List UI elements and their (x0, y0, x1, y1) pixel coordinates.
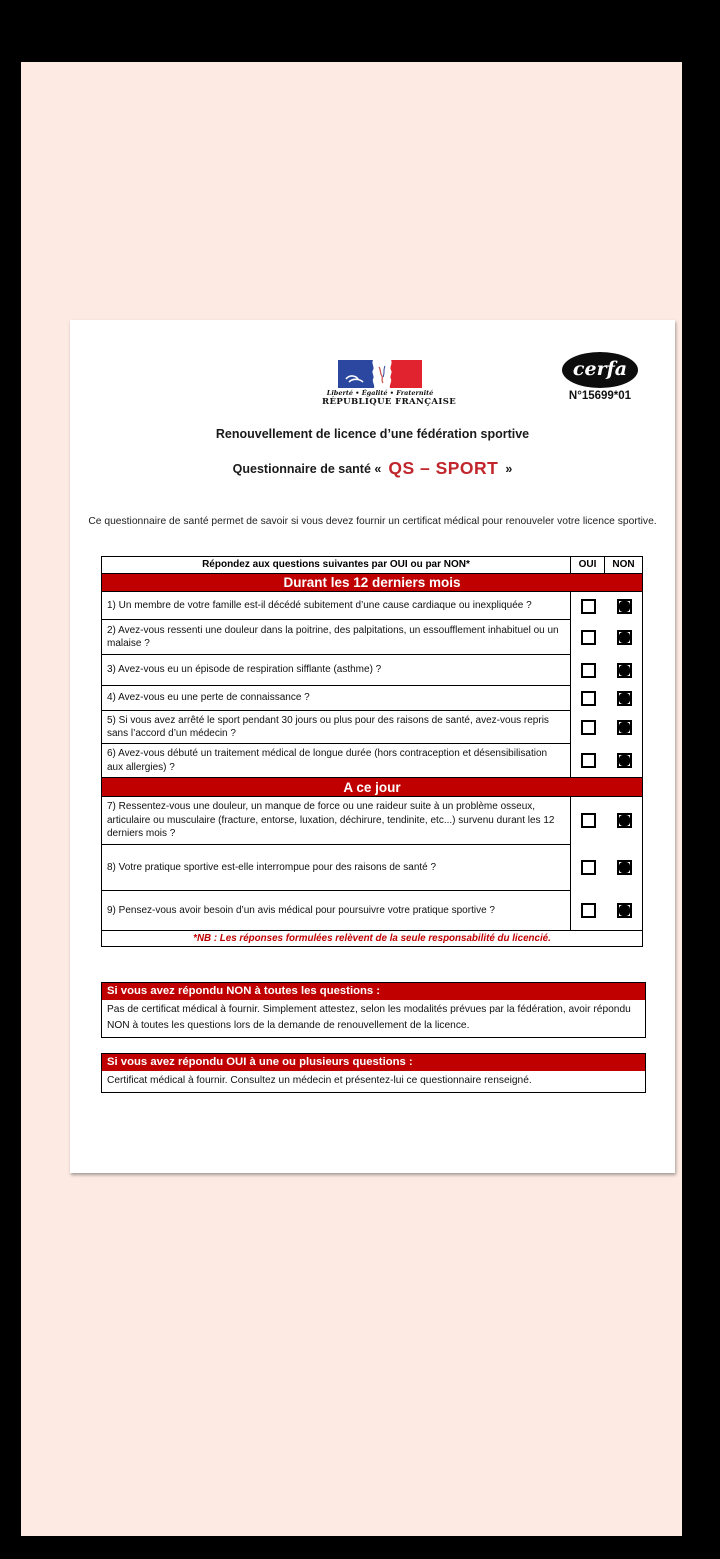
question-row (102, 797, 642, 845)
subtitle-highlight: QS – SPORT (388, 458, 499, 478)
rf-motto: Liberté • Égalité • Fraternité (326, 389, 434, 397)
info-box-oui (101, 1053, 646, 1093)
answer-cell (570, 744, 642, 776)
question-row (102, 620, 642, 655)
question-row (102, 592, 642, 620)
non-checkbox[interactable] (617, 663, 632, 678)
oui-checkbox[interactable] (581, 753, 596, 768)
oui-checkbox[interactable] (581, 630, 596, 645)
section-band-today: A ce jour (102, 777, 642, 797)
rf-name: RÉPUBLIQUE FRANÇAISE (322, 397, 457, 407)
table-header-oui: OUI (571, 557, 605, 573)
oui-checkbox[interactable] (581, 663, 596, 678)
info-box-oui-body: Certificat médical à fournir. Consultez un médecin et présentez-lui ce questionnaire renseigné. (107, 1075, 532, 1086)
oui-checkbox[interactable] (581, 720, 596, 735)
question-text: 6) Avez-vous débuté un traitement médical de longue durée (hors contraception et désensibilisation aux allergies) ? (107, 748, 548, 773)
cerfa-logo (552, 352, 648, 402)
question-text: 9) Pensez-vous avoir besoin d’un avis médical pour poursuivre votre pratique sportive ? (107, 904, 495, 916)
info-box-non-header: Si vous avez répondu NON à toutes les questions : (102, 983, 645, 1000)
oui-checkbox[interactable] (581, 691, 596, 706)
question-text: 1) Un membre de votre famille est-il décédé subitement d’une cause cardiaque ou inexpliquée ? (102, 592, 570, 620)
info-box-non-body: Pas de certificat médical à fournir. Simplement attestez, selon les modalités prévues par la fédération, avoir répondu NON à toutes les questions lors de la demande de renouvellement de la licence. (107, 1004, 631, 1031)
oui-checkbox[interactable] (581, 860, 596, 875)
oui-checkbox[interactable] (581, 813, 596, 828)
cerfa-ellipse-icon (562, 352, 638, 388)
oui-checkbox[interactable] (581, 599, 596, 614)
non-checkbox[interactable] (617, 903, 632, 918)
question-row (102, 845, 642, 891)
question-row (102, 686, 642, 711)
question-row (102, 891, 642, 930)
question-row (102, 655, 642, 686)
non-checkbox[interactable] (617, 599, 632, 614)
question-row (102, 744, 642, 776)
question-text: 3) Avez-vous eu un épisode de respiration sifflante (asthme) ? (102, 655, 570, 686)
question-row (102, 711, 642, 744)
non-checkbox[interactable] (617, 691, 632, 706)
answer-cell (570, 655, 642, 686)
non-checkbox[interactable] (617, 630, 632, 645)
document-title: Renouvellement de licence d’une fédération sportive (215, 427, 530, 441)
oui-checkbox[interactable] (581, 903, 596, 918)
subtitle-prefix: Questionnaire de santé « (232, 461, 382, 476)
questionnaire-table (101, 556, 643, 947)
answer-cell (570, 686, 642, 711)
document-page (70, 320, 675, 1173)
answer-cell (570, 620, 642, 655)
answer-cell (570, 592, 642, 620)
document-subtitle (70, 458, 675, 479)
non-checkbox[interactable] (617, 720, 632, 735)
intro-text: Ce questionnaire de santé permet de savoir si vous devez fournir un certificat médical pour renouveler votre licence sportive. (88, 516, 657, 527)
non-checkbox[interactable] (617, 860, 632, 875)
answer-cell (570, 797, 642, 845)
table-footnote: *NB : Les réponses formulées relèvent de la seule responsabilité du licencié. (102, 930, 642, 946)
republique-francaise-logo (322, 360, 457, 407)
non-checkbox[interactable] (617, 813, 632, 828)
table-header-question: Répondez aux questions suivantes par OUI ou par NON* (102, 557, 571, 573)
non-checkbox[interactable] (617, 753, 632, 768)
question-text: 4) Avez-vous eu une perte de connaissance ? (102, 686, 570, 711)
french-flag-icon (338, 360, 422, 388)
table-header-non: NON (612, 559, 635, 570)
question-text: 7) Ressentez-vous une douleur, un manque de force ou une raideur suite à un problème osseux, articulaire ou musculaire (fracture, entorse, luxation, déchirure, tendinite, etc...) survenu durant les 12 derniers mois ? (102, 797, 570, 845)
table-header-row (102, 557, 642, 574)
answer-cell (570, 891, 642, 930)
answer-cell (570, 845, 642, 891)
question-text: 8) Votre pratique sportive est-elle interrompue pour des raisons de santé ? (102, 845, 570, 891)
cerfa-word: cerfa (572, 357, 628, 380)
subtitle-suffix: » (505, 461, 513, 476)
section-band-last-12-months: Durant les 12 derniers mois (102, 574, 642, 592)
question-text: 5) Si vous avez arrêté le sport pendant 30 jours ou plus pour des raisons de santé, avez-vous repris sans l’accord d’un médecin ? (102, 711, 570, 744)
cerfa-number: N°15699*01 (568, 390, 632, 402)
answer-cell (570, 711, 642, 744)
info-box-non (101, 982, 646, 1038)
viewer-background (21, 62, 682, 1536)
question-text: 2) Avez-vous ressenti une douleur dans la poitrine, des palpitations, un essoufflement inhabituel ou un malaise ? (102, 620, 570, 655)
info-box-oui-header: Si vous avez répondu OUI à une ou plusieurs questions : (102, 1054, 645, 1071)
